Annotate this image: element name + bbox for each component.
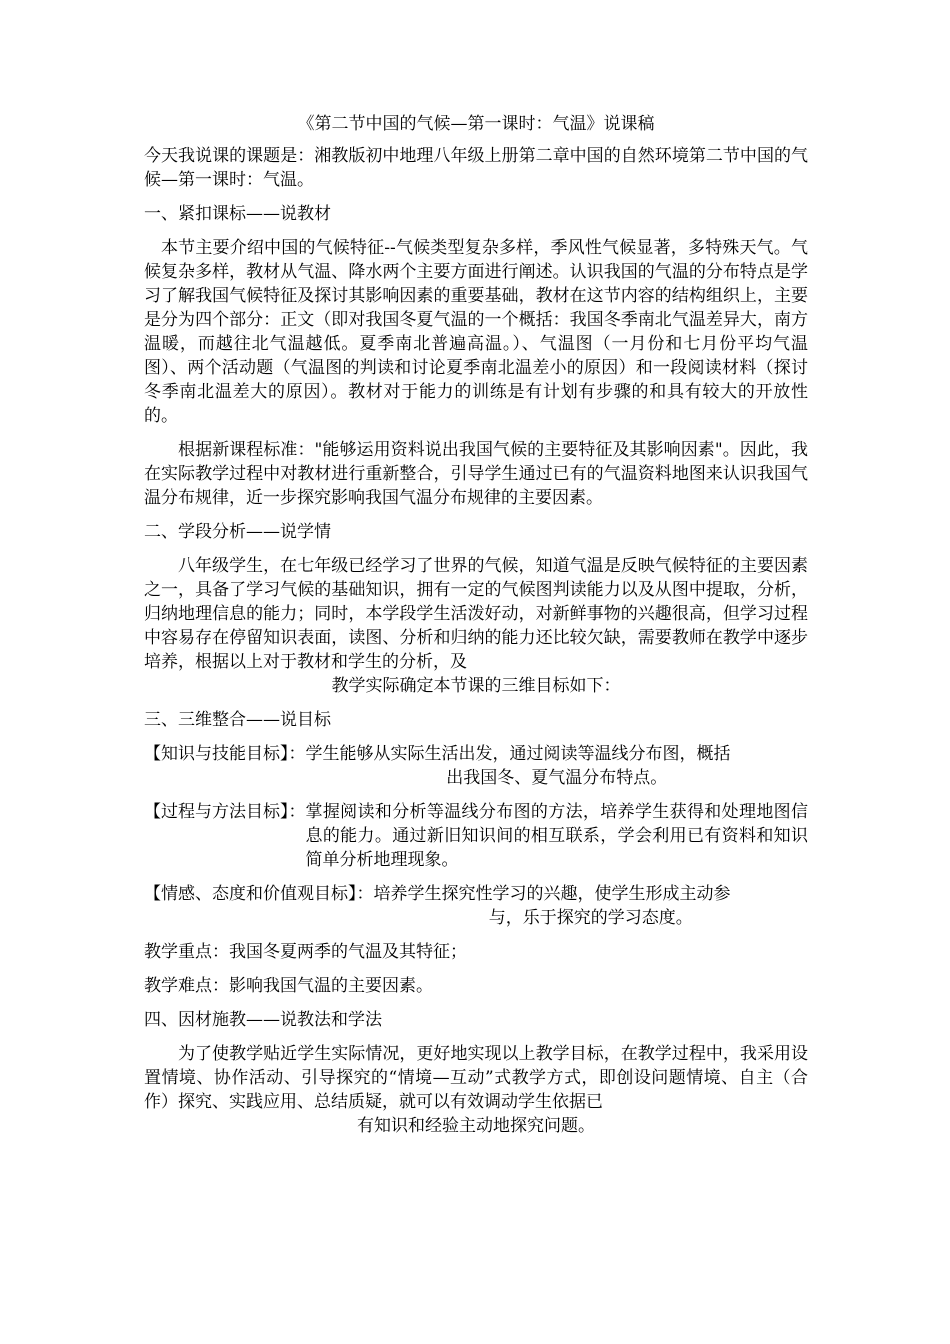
document-title: 《第二节中国的气候—第一课时：气温》说课稿 bbox=[297, 114, 655, 134]
section-heading-textbook: 一、紧扣课标——说教材 bbox=[144, 204, 331, 224]
goal-process-label: 【过程与方法目标】： bbox=[144, 802, 306, 822]
goal-emotion bbox=[144, 882, 808, 930]
goal-process bbox=[144, 800, 808, 872]
intro-paragraph: 今天我说课的课题是：湘教版初中地理八年级上册第二章中国的自然环境第二节中国的气候—第一课时：气温。 bbox=[144, 146, 808, 190]
methods-paragraph-body: 为了使教学贴近学生实际情况，更好地实现以上教学目标，在教学过程中，我采用设置情境、协作活动、引导探究的“情境—互动”式教学方式，即创设问题情境、自主（合作）探究、实践应用、总结质疑，就可以有效调动学生依据已 bbox=[144, 1044, 808, 1112]
key-point: 教学重点：我国冬夏两季的气温及其特征； bbox=[144, 942, 467, 962]
goal-knowledge-text: 学生能够从实际生活出发，通过阅读等温线分布图，概括 bbox=[305, 744, 731, 764]
methods-paragraph-last-line: 有知识和经验主动地探究问题。 bbox=[357, 1116, 595, 1136]
textbook-paragraph-2: 根据新课程标准："能够运用资料说出我国气候的主要特征及其影响因素"。因此，我在实际教学过程中对教材进行重新整合，引导学生通过已有的气温资料地图来认识我国气温分布规律，近一步探究影响我国气温分布规律的主要因素。 bbox=[144, 440, 808, 508]
goal-knowledge-last-line: 出我国冬、夏气温分布特点。 bbox=[446, 768, 668, 788]
goal-knowledge bbox=[144, 742, 808, 790]
methods-paragraph bbox=[144, 1042, 808, 1138]
section-heading-methods: 四、因材施教——说教法和学法 bbox=[144, 1010, 382, 1030]
goal-emotion-label: 【情感、态度和价值观目标】： bbox=[144, 884, 374, 904]
section-heading-goals: 三、三维整合——说目标 bbox=[144, 710, 331, 730]
goal-emotion-text: 培养学生探究性学习的兴趣，使学生形成主动参 bbox=[373, 884, 731, 904]
difficult-point: 教学难点：影响我国气温的主要因素。 bbox=[144, 976, 433, 996]
students-paragraph-body: 八年级学生，在七年级已经学习了世界的气候，知道气温是反映气候特征的主要因素之一，具备了学习气候的基础知识，拥有一定的气候图判读能力以及从图中提取，分析，归纳地理信息的能力；同时，本学段学生活泼好动，对新鲜事物的兴趣很高，但学习过程中容易存在停留知识表面，读图、分析和归纳的能力还比较欠缺，需要教师在教学中逐步培养，根据以上对于教材和学生的分析，及 bbox=[144, 556, 808, 672]
section-heading-students: 二、学段分析——说学情 bbox=[144, 522, 331, 542]
goal-emotion-last-line: 与，乐于探究的学习态度。 bbox=[488, 908, 693, 928]
goal-emotion-body bbox=[374, 882, 809, 930]
students-paragraph bbox=[144, 554, 808, 698]
students-paragraph-last-line: 教学实际确定本节课的三维目标如下： bbox=[331, 676, 621, 696]
document-page bbox=[144, 112, 808, 1148]
textbook-paragraph-1: 本节主要介绍中国的气候特征--气候类型复杂多样，季风性气候显著，多特殊天气。气候复杂多样，教材从气温、降水两个主要方面进行阐述。认识我国的气温的分布特点是学习了解我国气候特征及探讨其影响因素的重要基础，教材在这节内容的结构组织上，主要是分为四个部分：正文（即对我国冬夏气温的一个概括：我国冬季南北气温差异大，南方温暖，而越往北气温越低。夏季南北普遍高温。）、气温图（一月份和七月份平均气温图）、两个活动题（气温图的判读和讨论夏季南北温差小的原因）和一段阅读材料（探讨冬季南北温差大的原因）。教材对于能力的训练是有计划有步骤的和具有较大的开放性的。 bbox=[144, 238, 808, 426]
goal-knowledge-body bbox=[306, 742, 809, 790]
goal-knowledge-label: 【知识与技能目标】： bbox=[144, 744, 306, 764]
goal-process-text: 掌握阅读和分析等温线分布图的方法，培养学生获得和处理地图信息的能力。通过新旧知识间的相互联系，学会利用已有资料和知识简单分析地理现象。 bbox=[305, 802, 808, 870]
